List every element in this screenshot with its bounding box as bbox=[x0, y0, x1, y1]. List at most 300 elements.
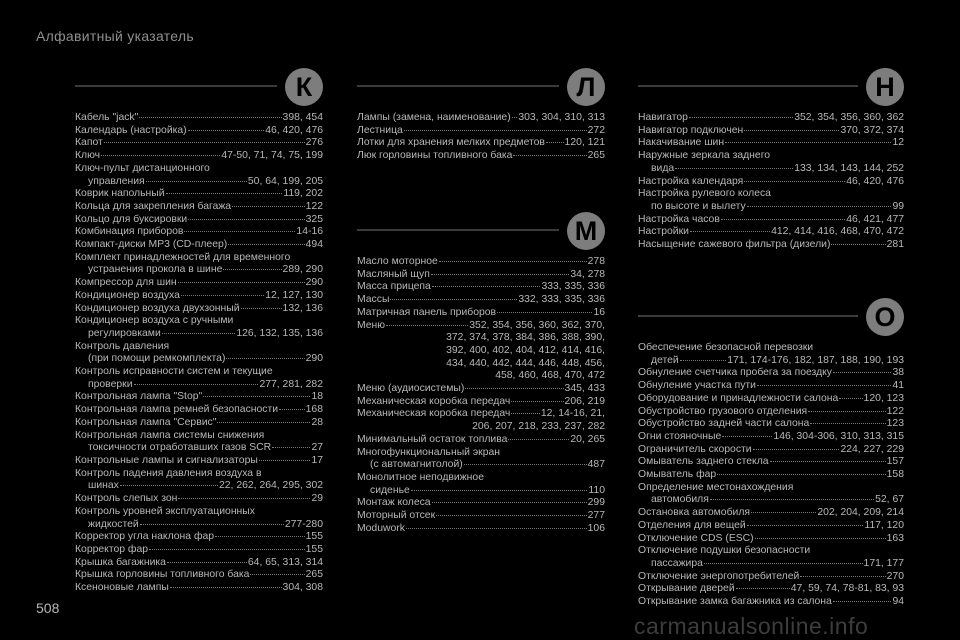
entry-term: Контрольные лампы и сигнализаторы bbox=[75, 454, 258, 466]
entry-pages: 398, 454 bbox=[282, 112, 323, 123]
entry-line bbox=[638, 444, 904, 457]
entry-line bbox=[357, 307, 605, 320]
entry-pages: 133, 134, 143, 144, 252 bbox=[794, 162, 904, 174]
entry-line: Многофункциональный экран bbox=[357, 446, 500, 458]
dot-leader bbox=[386, 325, 468, 326]
index-entry bbox=[75, 455, 323, 468]
entry-term: Отключение энергопотребителей bbox=[638, 570, 800, 582]
entry-line bbox=[638, 393, 904, 406]
entry-pages: 146, 304-306, 310, 313, 315 bbox=[773, 430, 904, 442]
dot-leader bbox=[139, 117, 281, 118]
entry-line bbox=[357, 383, 605, 396]
dot-leader bbox=[512, 117, 518, 118]
index-entry bbox=[75, 303, 323, 316]
dot-leader bbox=[101, 155, 220, 156]
entry-term: Лотки для хранения мелких предметов bbox=[357, 137, 545, 149]
dot-leader bbox=[511, 401, 563, 402]
section-divider bbox=[638, 85, 858, 87]
entry-list bbox=[638, 342, 904, 609]
entry-pages: 171, 174-176, 182, 187, 188, 190, 193 bbox=[727, 354, 904, 366]
index-entry bbox=[357, 269, 605, 282]
dot-leader bbox=[436, 515, 587, 516]
entry-term: по высоте и вылету bbox=[651, 200, 746, 212]
entry-line: Контроль уровней эксплуатационных bbox=[75, 505, 255, 517]
entry-pages: 158 bbox=[886, 469, 904, 481]
entry-line bbox=[638, 494, 904, 507]
entry-term: Минимальный остаток топлива bbox=[357, 433, 508, 445]
index-entry bbox=[638, 176, 904, 189]
entry-pages: 17 bbox=[311, 454, 323, 466]
index-entry bbox=[357, 125, 605, 138]
dot-leader bbox=[833, 601, 892, 602]
index-entry bbox=[75, 163, 323, 188]
entry-term: Открывание замка багажника из салона bbox=[638, 596, 832, 608]
entry-term: Остановка автомобиля bbox=[638, 507, 751, 519]
entry-term: Оборудование и принадлежности салона bbox=[638, 392, 839, 404]
entry-term: жидкостей bbox=[88, 518, 139, 530]
dot-leader bbox=[808, 411, 885, 412]
entry-line bbox=[638, 380, 904, 393]
entry-line bbox=[638, 456, 904, 469]
dot-leader bbox=[390, 299, 517, 300]
section-divider bbox=[75, 85, 277, 87]
entry-line bbox=[75, 480, 323, 493]
entry-term: Накачивание шин bbox=[638, 137, 725, 149]
dot-leader bbox=[259, 460, 311, 461]
dot-leader bbox=[717, 474, 885, 475]
index-entry bbox=[75, 341, 323, 366]
entry-line: Отключение подушки безопасности bbox=[638, 545, 811, 557]
entry-line bbox=[75, 150, 323, 163]
entry-line bbox=[75, 582, 323, 595]
dot-leader bbox=[831, 244, 885, 245]
entry-pages: 270 bbox=[886, 570, 904, 582]
index-entry bbox=[75, 506, 323, 531]
dot-leader bbox=[689, 117, 793, 118]
entry-pages: 99 bbox=[892, 200, 904, 212]
entry-term: Обнуление участка пути bbox=[638, 380, 756, 392]
index-entry bbox=[638, 367, 904, 380]
entry-term: Моторный отсек bbox=[357, 510, 436, 522]
entry-line bbox=[75, 201, 323, 214]
index-entry bbox=[638, 482, 904, 507]
entry-term: Отключение CDS (ESC) bbox=[638, 532, 754, 544]
entry-line bbox=[357, 294, 605, 307]
dot-leader bbox=[167, 562, 247, 563]
entry-line bbox=[638, 226, 904, 239]
entry-line bbox=[75, 417, 323, 430]
entry-pages: 157 bbox=[886, 456, 904, 468]
dot-leader bbox=[166, 193, 283, 194]
dot-leader bbox=[250, 574, 304, 575]
entry-term: Масло моторное bbox=[357, 256, 438, 267]
entry-pages: 370, 372, 374 bbox=[840, 124, 904, 136]
entry-line bbox=[357, 281, 605, 294]
entry-line bbox=[357, 485, 605, 498]
dot-leader bbox=[721, 219, 845, 220]
dot-leader bbox=[439, 261, 587, 262]
index-entry bbox=[357, 523, 605, 536]
page-title: Алфавитный указатель bbox=[36, 28, 194, 44]
entry-term: Контрольная лампа "Сервис" bbox=[75, 416, 217, 428]
index-entry bbox=[638, 456, 904, 469]
entry-pages: 163 bbox=[886, 532, 904, 544]
dot-leader bbox=[188, 219, 304, 220]
entry-term: Кольцо для буксировки bbox=[75, 213, 188, 225]
dot-leader bbox=[800, 576, 885, 577]
entry-term: Обустройство грузового отделения bbox=[638, 405, 808, 417]
index-entry bbox=[357, 447, 605, 472]
dot-leader bbox=[140, 524, 284, 525]
entry-term: Корректор угла наклона фар bbox=[75, 531, 215, 543]
entry-term: Механическая коробка передач bbox=[357, 395, 511, 407]
index-entry bbox=[638, 226, 904, 239]
index-entry bbox=[75, 188, 323, 201]
dot-leader bbox=[134, 384, 259, 385]
entry-term: пассажира bbox=[651, 557, 703, 569]
entry-term: сиденье bbox=[370, 484, 410, 496]
entry-pages: 50, 64, 199, 205 bbox=[247, 175, 323, 187]
index-entry bbox=[75, 366, 323, 391]
entry-term: Ксеноновые лампы bbox=[75, 582, 169, 594]
dot-leader bbox=[839, 398, 862, 399]
entry-line bbox=[75, 353, 323, 366]
entry-pages: 132, 136 bbox=[282, 302, 323, 314]
entry-pages: 117, 120 bbox=[864, 519, 904, 531]
entry-pages: 14-16 bbox=[296, 226, 323, 238]
entry-line bbox=[75, 277, 323, 290]
entry-pages: 202, 204, 209, 214 bbox=[817, 507, 904, 519]
entry-term: Масса прицепа bbox=[357, 281, 431, 293]
entry-line bbox=[638, 571, 904, 584]
entry-pages: 332, 333, 335, 336 bbox=[518, 294, 605, 306]
entry-term: устранения прокола в шине bbox=[88, 264, 223, 276]
dot-leader bbox=[226, 358, 304, 359]
entry-pages: 333, 335, 336 bbox=[541, 281, 605, 293]
dot-leader bbox=[217, 422, 310, 423]
dot-leader bbox=[753, 449, 840, 450]
entry-term: Настройки bbox=[638, 226, 689, 238]
entry-pages: 47-50, 71, 74, 75, 199 bbox=[221, 150, 323, 162]
dot-leader bbox=[722, 436, 772, 437]
entry-term: Обустройство задней части салона bbox=[638, 418, 810, 430]
entry-line bbox=[75, 544, 323, 557]
dot-leader bbox=[432, 286, 541, 287]
entry-term: Капот bbox=[75, 137, 103, 149]
index-entry bbox=[638, 137, 904, 150]
entry-line bbox=[357, 510, 605, 523]
entry-term: Кондиционер воздуха bbox=[75, 289, 180, 301]
entry-line bbox=[638, 583, 904, 596]
index-entry bbox=[638, 188, 904, 213]
entry-line: Монолитное неподвижное bbox=[357, 471, 484, 483]
entry-line bbox=[638, 507, 904, 520]
dot-leader bbox=[755, 538, 886, 539]
entry-line: Определение местонахождения bbox=[638, 481, 794, 493]
entry-term: Меню bbox=[357, 319, 386, 331]
dot-leader bbox=[215, 536, 305, 537]
entry-term: Настройка календаря bbox=[638, 175, 744, 187]
index-entry bbox=[75, 391, 323, 404]
entry-line bbox=[75, 188, 323, 201]
dot-leader bbox=[181, 295, 264, 296]
entry-pages: 28 bbox=[311, 416, 323, 428]
entry-term: Кабель "jack" bbox=[75, 112, 139, 123]
index-entry bbox=[357, 150, 605, 163]
entry-line: Контроль падения давления воздуха в bbox=[75, 467, 262, 479]
entry-line bbox=[75, 493, 323, 506]
index-entry bbox=[75, 404, 323, 417]
entry-line bbox=[638, 469, 904, 482]
entry-term: (при помощи ремкомплекта) bbox=[88, 353, 226, 365]
entry-line bbox=[75, 531, 323, 544]
entry-pages: 120, 121 bbox=[564, 137, 605, 149]
entry-line: Кондиционер воздуха с ручными bbox=[75, 315, 234, 327]
dot-leader bbox=[178, 282, 305, 283]
entry-pages: 171, 177 bbox=[863, 557, 904, 569]
entry-pages: 224, 227, 229 bbox=[840, 443, 904, 455]
entry-line bbox=[638, 596, 904, 609]
entry-pages: 303, 304, 310, 313 bbox=[518, 112, 605, 123]
entry-pages: 16 bbox=[593, 306, 605, 318]
dot-leader bbox=[464, 464, 587, 465]
index-entry bbox=[75, 430, 323, 455]
entry-term: Контрольная лампа ремней безопасности bbox=[75, 404, 279, 416]
entry-line bbox=[638, 239, 904, 252]
entry-pages: 46, 420, 476 bbox=[265, 124, 323, 136]
entry-pages: 289, 290 bbox=[282, 264, 323, 276]
dot-leader bbox=[279, 409, 305, 410]
entry-term: Ограничитель скорости bbox=[638, 443, 752, 455]
entry-line: Наружные зеркала заднего bbox=[638, 150, 771, 162]
entry-pages: 119, 202 bbox=[283, 188, 323, 200]
index-entry bbox=[75, 493, 323, 506]
entry-pages: 155 bbox=[305, 543, 323, 555]
entry-line: 434, 440, 442, 444, 446, 448, 456, bbox=[446, 357, 605, 369]
index-entry bbox=[357, 434, 605, 447]
index-entry bbox=[75, 468, 323, 493]
index-entry bbox=[357, 510, 605, 523]
entry-term: Монтаж колеса bbox=[357, 497, 431, 509]
entry-line bbox=[75, 404, 323, 417]
entry-line bbox=[638, 163, 904, 176]
index-entry bbox=[357, 396, 605, 409]
entry-line bbox=[357, 459, 605, 472]
page-number: 508 bbox=[36, 600, 60, 616]
dot-leader bbox=[232, 206, 305, 207]
dot-leader bbox=[188, 130, 265, 131]
entry-line: Контрольная лампа системы снижения bbox=[75, 429, 265, 441]
index-entry bbox=[357, 472, 605, 497]
index-entry bbox=[357, 256, 605, 269]
entry-line bbox=[75, 391, 323, 404]
entry-term: Кольца для закрепления багажа bbox=[75, 200, 232, 212]
entry-term: Ключ bbox=[75, 150, 101, 162]
entry-term: Массы bbox=[357, 294, 390, 306]
dot-leader bbox=[184, 231, 295, 232]
entry-term: детей bbox=[651, 354, 679, 366]
entry-pages: 494 bbox=[305, 239, 323, 251]
entry-pages: 46, 420, 476 bbox=[846, 175, 904, 187]
entry-pages: 206, 219 bbox=[564, 395, 605, 407]
entry-pages: 168 bbox=[305, 404, 323, 416]
section-letter-badge: М bbox=[567, 212, 605, 250]
entry-term: Крышка багажника bbox=[75, 556, 166, 568]
index-entry bbox=[638, 469, 904, 482]
index-entry bbox=[638, 533, 904, 546]
entry-term: проверки bbox=[88, 378, 133, 390]
dot-leader bbox=[546, 142, 564, 143]
index-entry bbox=[357, 383, 605, 396]
index-entry bbox=[75, 531, 323, 544]
index-entry bbox=[75, 252, 323, 277]
entry-line bbox=[357, 269, 605, 282]
entry-term: Компрессор для шин bbox=[75, 277, 177, 289]
index-entry bbox=[638, 150, 904, 175]
entry-pages: 281 bbox=[886, 239, 904, 251]
dot-leader bbox=[432, 502, 587, 503]
entry-pages: 94 bbox=[892, 596, 904, 608]
entry-term: Компакт-диски MP3 (CD-плеер) bbox=[75, 239, 228, 251]
entry-line bbox=[357, 523, 605, 536]
dot-leader bbox=[170, 587, 282, 588]
section-letter-badge: К bbox=[285, 68, 323, 106]
entry-pages: 352, 354, 356, 360, 362, 370, bbox=[469, 319, 605, 331]
index-entry bbox=[357, 281, 605, 294]
entry-term: Лестница bbox=[357, 124, 403, 136]
dot-leader bbox=[725, 142, 891, 143]
entry-line bbox=[357, 396, 605, 409]
index-entry bbox=[638, 342, 904, 367]
dot-leader bbox=[747, 525, 864, 526]
dot-leader bbox=[690, 231, 770, 232]
entry-line bbox=[638, 125, 904, 138]
entry-pages: 278 bbox=[587, 256, 605, 267]
section-divider bbox=[357, 85, 559, 87]
dot-leader bbox=[411, 490, 588, 491]
entry-line bbox=[75, 557, 323, 570]
dot-leader bbox=[747, 206, 892, 207]
entry-line: 392, 400, 402, 404, 412, 414, 416, bbox=[446, 344, 605, 356]
entry-term: Матричная панель приборов bbox=[357, 306, 497, 318]
entry-line bbox=[75, 214, 323, 227]
dot-leader bbox=[146, 181, 247, 182]
entry-term: Люк горловины топливного бака bbox=[357, 150, 513, 162]
entry-line bbox=[357, 320, 605, 333]
entry-pages: 352, 354, 356, 360, 362 bbox=[794, 112, 904, 123]
index-entry bbox=[357, 497, 605, 510]
entry-pages: 265 bbox=[305, 569, 323, 581]
entry-term: Огни стояночные bbox=[638, 430, 722, 442]
entry-line bbox=[638, 533, 904, 546]
section-divider bbox=[357, 229, 559, 231]
index-entry bbox=[638, 125, 904, 138]
index-entry bbox=[357, 137, 605, 150]
dot-leader bbox=[404, 130, 587, 131]
entry-term: автомобиля bbox=[651, 494, 709, 506]
entry-line: Контроль давления bbox=[75, 340, 170, 352]
entry-term: Навигатор bbox=[638, 112, 688, 123]
entry-pages: 277, 281, 282 bbox=[259, 378, 323, 390]
entry-term: регулировками bbox=[88, 327, 161, 339]
section-letter-badge: Н bbox=[866, 68, 904, 106]
entry-pages: 277 bbox=[587, 510, 605, 522]
dot-leader bbox=[162, 333, 236, 334]
entry-line bbox=[638, 520, 904, 533]
dot-leader bbox=[272, 447, 310, 448]
entry-pages: 38 bbox=[892, 367, 904, 379]
index-entry bbox=[638, 418, 904, 431]
entry-term: вида bbox=[651, 162, 675, 174]
entry-term: Контроль слепых зон bbox=[75, 493, 178, 505]
entry-pages: 122 bbox=[886, 405, 904, 417]
index-entry bbox=[75, 125, 323, 138]
index-entry bbox=[75, 112, 323, 125]
entry-pages: 126, 132, 135, 136 bbox=[236, 327, 323, 339]
entry-line bbox=[75, 239, 323, 252]
entry-line bbox=[638, 214, 904, 227]
entry-term: Коврик напольный bbox=[75, 188, 165, 200]
entry-line bbox=[638, 176, 904, 189]
entry-line bbox=[75, 112, 323, 125]
entry-pages: 41 bbox=[892, 380, 904, 392]
entry-term: Календарь (настройка) bbox=[75, 124, 187, 136]
entry-line bbox=[638, 558, 904, 571]
entry-line bbox=[638, 112, 904, 125]
entry-pages: 304, 308 bbox=[282, 582, 323, 594]
index-entry bbox=[75, 137, 323, 150]
index-entry bbox=[638, 112, 904, 125]
entry-line: Контроль исправности систем и текущие bbox=[75, 366, 273, 378]
section-letter-badge: О bbox=[866, 298, 904, 336]
section-letter-badge: Л bbox=[567, 68, 605, 106]
entry-term: Лампы (замена, наименование) bbox=[357, 112, 511, 123]
entry-term: Механическая коробка передач bbox=[357, 408, 511, 420]
index-entry bbox=[638, 239, 904, 252]
entry-term: Кондиционер воздуха двухзонный bbox=[75, 302, 240, 314]
entry-term: Настройка часов bbox=[638, 213, 720, 225]
entry-pages: 12, 127, 130 bbox=[265, 289, 323, 301]
entry-line: Обеспечение безопасной перевозки bbox=[638, 342, 814, 353]
dot-leader bbox=[465, 388, 563, 389]
entry-line bbox=[75, 264, 323, 277]
index-entry bbox=[75, 239, 323, 252]
dot-leader bbox=[770, 461, 886, 462]
dot-leader bbox=[513, 155, 586, 156]
entry-pages: 155 bbox=[305, 531, 323, 543]
index-entry bbox=[357, 320, 605, 384]
index-entry bbox=[75, 226, 323, 239]
entry-pages: 325 bbox=[305, 213, 323, 225]
index-entry bbox=[638, 444, 904, 457]
dot-leader bbox=[675, 168, 793, 169]
entry-line bbox=[357, 256, 605, 269]
dot-leader bbox=[710, 499, 874, 500]
dot-leader bbox=[744, 130, 839, 131]
index-entry bbox=[638, 583, 904, 596]
dot-leader bbox=[431, 274, 570, 275]
entry-pages: 122 bbox=[305, 200, 323, 212]
dot-leader bbox=[223, 269, 281, 270]
entry-line: Настройка рулевого колеса bbox=[638, 188, 771, 200]
entry-pages: 12 bbox=[892, 137, 904, 149]
index-entry bbox=[638, 431, 904, 444]
entry-line bbox=[75, 137, 323, 150]
dot-leader bbox=[228, 244, 304, 245]
index-entry bbox=[75, 214, 323, 227]
dot-leader bbox=[104, 142, 305, 143]
index-entry bbox=[638, 571, 904, 584]
